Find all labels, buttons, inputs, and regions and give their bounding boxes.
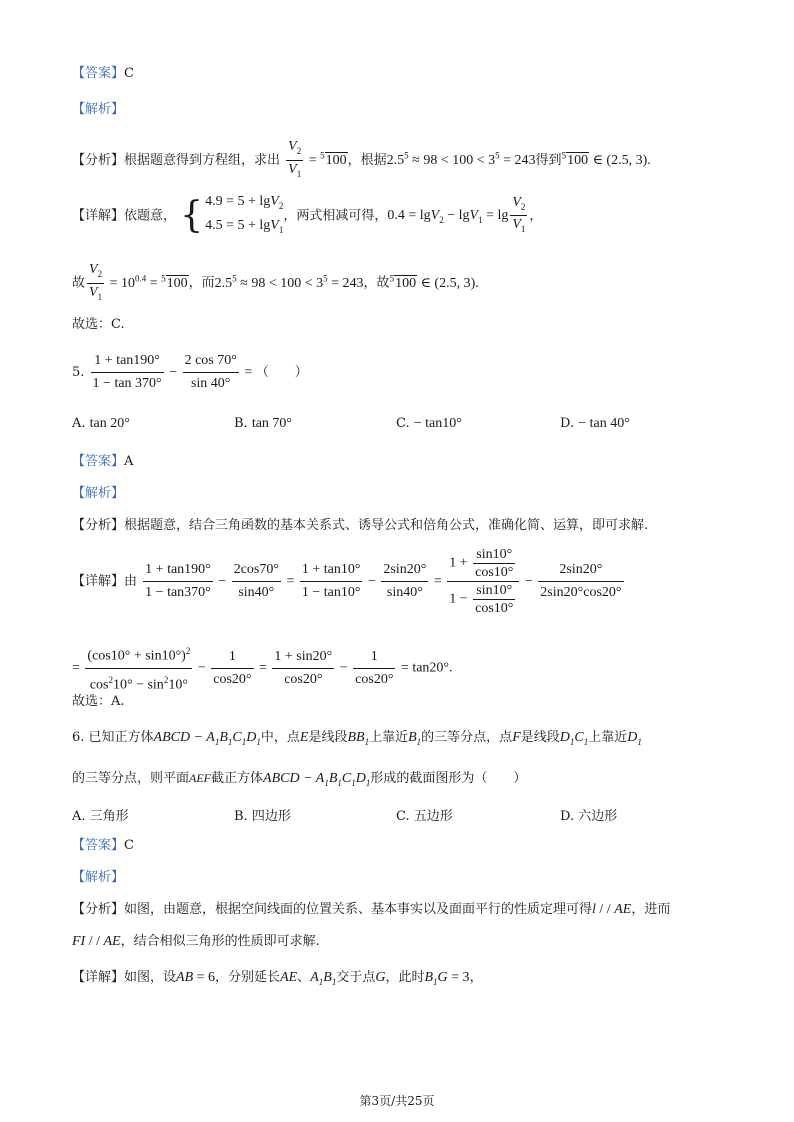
q5-detail-line-2: = $\frac{(\cos 10^\circ + \sin 10^\circ)^2}{\cos^210^\circ - \sin^210^\circ}$ − $\frac{1}{\cos 20^\circ}$ = $\frac{1 + \sin 20^\circ}{\cos 20^\circ}$ − $\frac{1}{\cos 20^\circ}$ = tan20°. — [72, 640, 734, 696]
q5-conclude: 故选：A. — [72, 694, 125, 709]
q6-stem-line-2: 的三等分点，则平面AEF截正方体ABCD − $A_1B_1C_1D_1$形成的截面图形为（ ） — [72, 771, 527, 788]
q5-answer-line: 【答案】A — [72, 454, 134, 469]
answer-label: 【答案】 — [72, 66, 125, 81]
q6-option-c[interactable]: C. 五边形 — [396, 809, 453, 824]
q5-analysis-head: 【解析】 — [72, 486, 125, 501]
q4-analysis-head: 【解析】 — [72, 102, 125, 117]
q6-option-d[interactable]: D. 六边形 — [560, 809, 618, 824]
q5-option-a[interactable]: A. tan 20° — [72, 416, 130, 431]
q6-fenxi-line-2: FI / / AE，结合相似三角形的性质即可求解. — [72, 934, 320, 949]
q5-option-c[interactable]: C. − tan10° — [396, 416, 462, 431]
q6-option-a[interactable]: A. 三角形 — [72, 809, 129, 824]
q4-detail-line-2: 故 $\frac{V_2}{V_1}$ = $10^{0.4} = ^5100$，而$2.5^5 \approx 98 < 100 < 3^5 = 243$，故$^5$100 ∈ (2.5, 3). — [72, 261, 479, 302]
q4-detail-line: 【详解】依题意， { 4.9 = 5 + lgV$_2$ 4.5 = 5 + lgV$_1$ ，两式相减可得，0.4 = lgV$_2$ − lgV$_1$ = lg $\frac{V_2}{V_1}$ ， — [72, 194, 543, 236]
fraction-v2-v1: $\frac{V_2}{V_1}$ — [288, 139, 302, 179]
q6-fenxi-line-1: 【分析】如图，由题意，根据空间线面的位置关系、基本事实以及面面平行的性质定理可得l / / AE，进而 — [72, 902, 671, 917]
q6-detail-line: 【详解】如图，设AB = 6，分别延长AE、$A_1B_1$交于点G，此时$B_1G = 3$， — [72, 970, 483, 987]
q6-stem-line-1: 6. 已知正方体ABCD − $A_1B_1C_1D_1$中，点E是线段$BB_1$上靠近$B_1$的三等分点，点F是线段$D_1C_1$上靠近$D_1$ — [72, 730, 642, 747]
q5-fenxi: 【分析】根据题意，结合三角函数的基本关系式、诱导公式和倍角公式，准确化简、运算，即可求解. — [72, 518, 649, 533]
q4-fenxi-line: 【分析】根据题意得到方程组，求出 $\frac{V_2}{V_1}$ = $^5$100，根据$2.5^5 \approx 98 < 100 < 3^5 = 243$得到$^5$100 ∈ (2.5, 3). — [72, 138, 734, 183]
q6-option-b[interactable]: B. 四边形 — [234, 809, 291, 824]
q6-analysis-head: 【解析】 — [72, 870, 125, 885]
q4-answer-line — [72, 64, 734, 84]
q4-answer: C — [124, 66, 134, 81]
q5-stem: 5. $\frac{1 + \tan 190^\circ}{1 - \tan 370^\circ}$ − $\frac{2 \cos 70^\circ}{\sin 40^\circ}$ = （ ） — [72, 350, 734, 395]
q5-option-b[interactable]: B. tan 70° — [234, 416, 293, 431]
q5-detail-line: 【详解】由 $\frac{1 + \tan 190^\circ}{1 - \tan 370^\circ}$ − $\frac{2\cos 70^\circ}{\sin 40^\circ}$ = $\frac{1 + \tan 10^\circ}{1 - \tan 10^\circ}$ − $\frac{2\sin 20^\circ}{\sin 40^\circ}$ = 1 + $\frac{\sin 10^\circ}{\cos 10^\circ}$ 1 − $\frac{\sin 10^\circ}{\cos 10^\circ}$ − $\frac{2\sin 20^\circ}{2\sin 20^\circ\cos 20^\circ}$ — [72, 547, 622, 616]
q6-answer-line: 【答案】C — [72, 838, 134, 853]
q4-conclude: 故选：C. — [72, 317, 125, 332]
q5-option-d[interactable]: D. − tan 40° — [560, 416, 630, 431]
page-footer: 第3页/共25页 — [359, 1094, 435, 1108]
